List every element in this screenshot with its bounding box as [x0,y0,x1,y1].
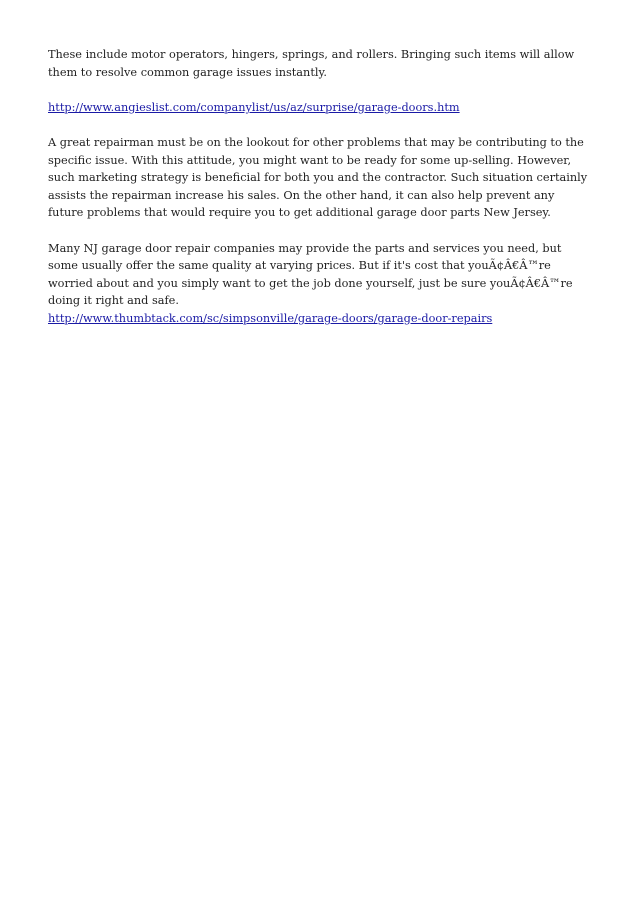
link-angieslist[interactable]: http://www.angieslist.com/companylist/us/az/surprise/garage-doors.htm [48,100,460,114]
paragraph-nj-companies [48,240,593,328]
document-body [48,46,593,328]
paragraph-link-angieslist [48,99,593,117]
paragraph-garage-items: These include motor operators, hingers, springs, and rollers. Bringing such items will allow them to resolve common garage issues instantly. [48,48,575,79]
link-thumbtack[interactable]: http://www.thumbtack.com/sc/simpsonville/garage-doors/garage-door-repairs [48,311,493,325]
paragraph-nj-companies-text: Many NJ garage door repair companies may provide the parts and services you need, but some usually offer the same quality at varying prices. But if it's cost that youÃ¢Â€Â™re worried about and you simply want to get the job done yourself, just be sure youÃ¢Â€Â™re doing it right and safe. [48,241,573,308]
paragraph-repairman: A great repairman must be on the lookout for other problems that may be contributing to the specific issue. With this attitude, you might want to be ready for some up-selling. However, such marketing strategy is beneficial for both you and the contractor. Such situation certainly assists the repairman increase his sales. On the other hand, it can also help prevent any future problems that would require you to get additional garage door parts New Jersey. [48,135,588,220]
